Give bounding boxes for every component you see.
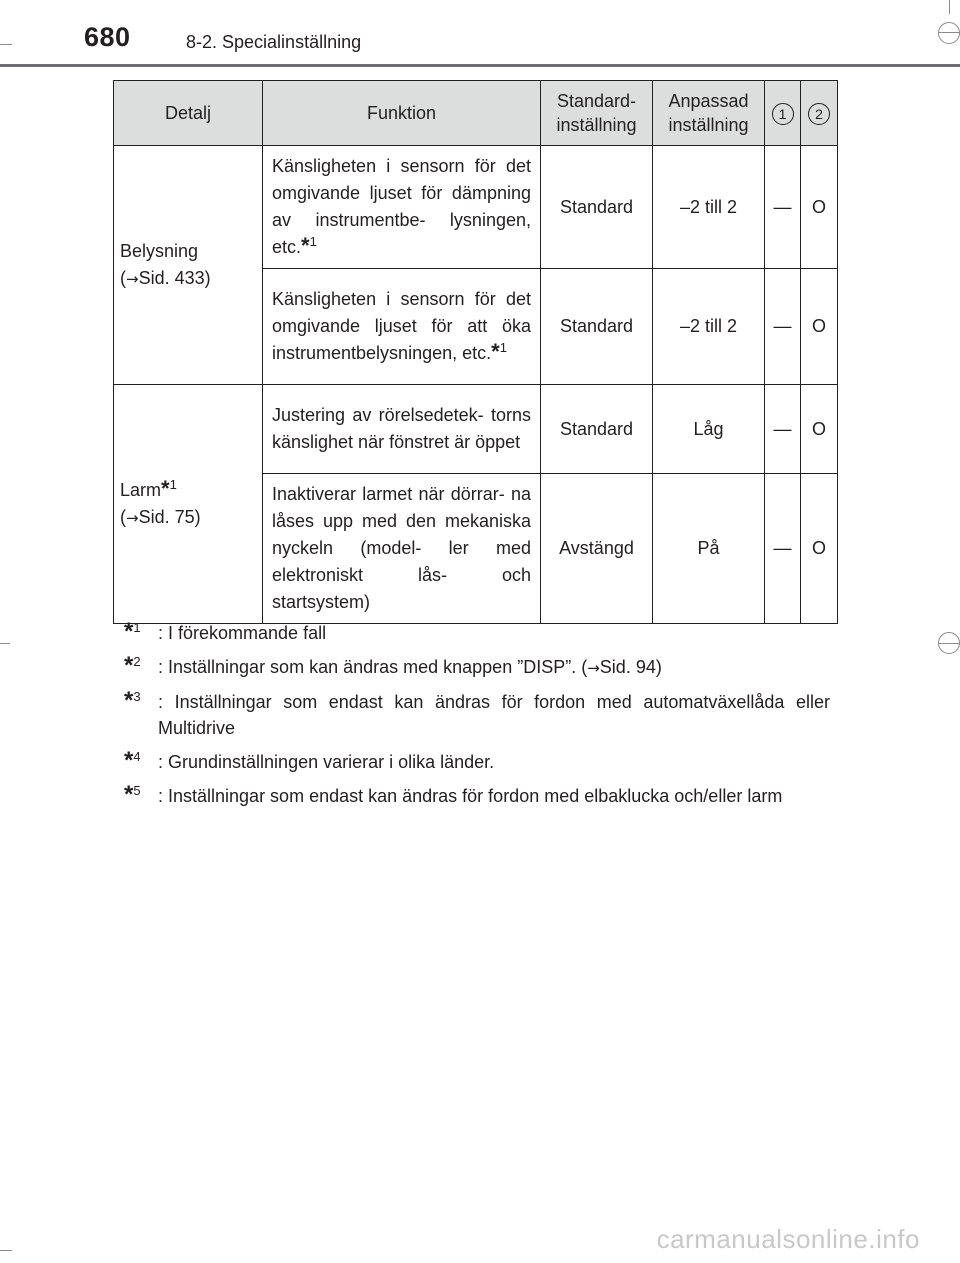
asterisk-icon: *: [124, 687, 134, 714]
crop-mark: [949, 0, 950, 14]
default-cell: Standard: [541, 385, 653, 474]
arrow-icon: →: [126, 269, 139, 288]
settings-table: [113, 80, 838, 624]
header-col1: [765, 81, 801, 146]
header-detail: Detalj: [114, 81, 263, 146]
col2-cell: O: [801, 146, 838, 269]
header-col2: [801, 81, 838, 146]
asterisk-icon: *: [124, 747, 134, 774]
col1-cell: —: [765, 269, 801, 385]
asterisk-icon: *: [124, 618, 134, 645]
header-function: Funktion: [263, 81, 541, 146]
function-cell: Justering av rörelsedetek- torns känslighet när fönstret är öppet: [263, 385, 541, 474]
page-number: 680: [84, 22, 131, 52]
circled-number-icon: 2: [808, 103, 830, 125]
asterisk-icon: *: [124, 652, 134, 679]
footnote: *$^3$ : Inställningar som endast kan ändras för fordon med automatväxellåda eller Multidrive: [124, 687, 830, 738]
default-cell: Avstängd: [541, 474, 653, 624]
table-row: [114, 385, 838, 474]
custom-cell: På: [653, 474, 765, 624]
footnotes: [124, 620, 830, 817]
registration-mark-icon: [938, 632, 960, 654]
col2-cell: O: [801, 385, 838, 474]
asterisk-icon: *: [124, 781, 134, 808]
arrow-icon: →: [587, 659, 600, 677]
col2-cell: O: [801, 474, 838, 624]
detail-cell: Larm*$^1$ (→Sid. 75): [114, 385, 263, 624]
circled-number-icon: 1: [772, 103, 794, 125]
footnote: *$^5$ : Inställningar som endast kan ändras för fordon med elbaklucka och/eller larm: [124, 781, 783, 808]
registration-mark-icon: [938, 22, 960, 44]
custom-cell: –2 till 2: [653, 269, 765, 385]
function-cell: Inaktiverar larmet när dörrar- na låses upp med den mekaniska nyckeln (model- ler med elektroniskt lås- och startsystem): [263, 474, 541, 624]
footnote: *$^4$ : Grundinställningen varierar i olika länder.: [124, 747, 495, 774]
col2-cell: O: [801, 269, 838, 385]
table-header-row: [114, 81, 838, 146]
crop-mark: [0, 44, 12, 45]
function-cell: Känsligheten i sensorn för det omgivande ljuset för att öka instrumentbelysningen, etc.*$^1$: [263, 269, 541, 385]
footnote: *$^1$ : I förekommande fall: [124, 618, 327, 645]
table-row: [114, 146, 838, 269]
arrow-icon: →: [126, 508, 139, 527]
col1-cell: —: [765, 146, 801, 269]
default-cell: Standard: [541, 146, 653, 269]
section-title: 8-2. Specialinställning: [186, 32, 362, 52]
crop-mark: [0, 643, 10, 644]
default-cell: Standard: [541, 269, 653, 385]
detail-cell: Belysning (→Sid. 433): [114, 146, 263, 385]
watermark: carmanualsonline.info: [656, 1224, 920, 1254]
header-custom: Anpassad inställning: [653, 81, 765, 146]
asterisk-icon: *: [491, 339, 500, 364]
footnote: *$^2$ : Inställningar som kan ändras med knappen ”DISP”. (→Sid. 94): [124, 652, 662, 679]
header-rule: [0, 64, 960, 67]
asterisk-icon: *: [161, 475, 170, 501]
custom-cell: –2 till 2: [653, 146, 765, 269]
crop-mark: [0, 1250, 12, 1251]
custom-cell: Låg: [653, 385, 765, 474]
header-default: Standard- inställning: [541, 81, 653, 146]
function-cell: Känsligheten i sensorn för det omgivande ljuset för dämpning av instrumentbe- lysningen, etc.*$^1$: [263, 146, 541, 269]
asterisk-icon: *: [301, 233, 310, 258]
col1-cell: —: [765, 474, 801, 624]
col1-cell: —: [765, 385, 801, 474]
